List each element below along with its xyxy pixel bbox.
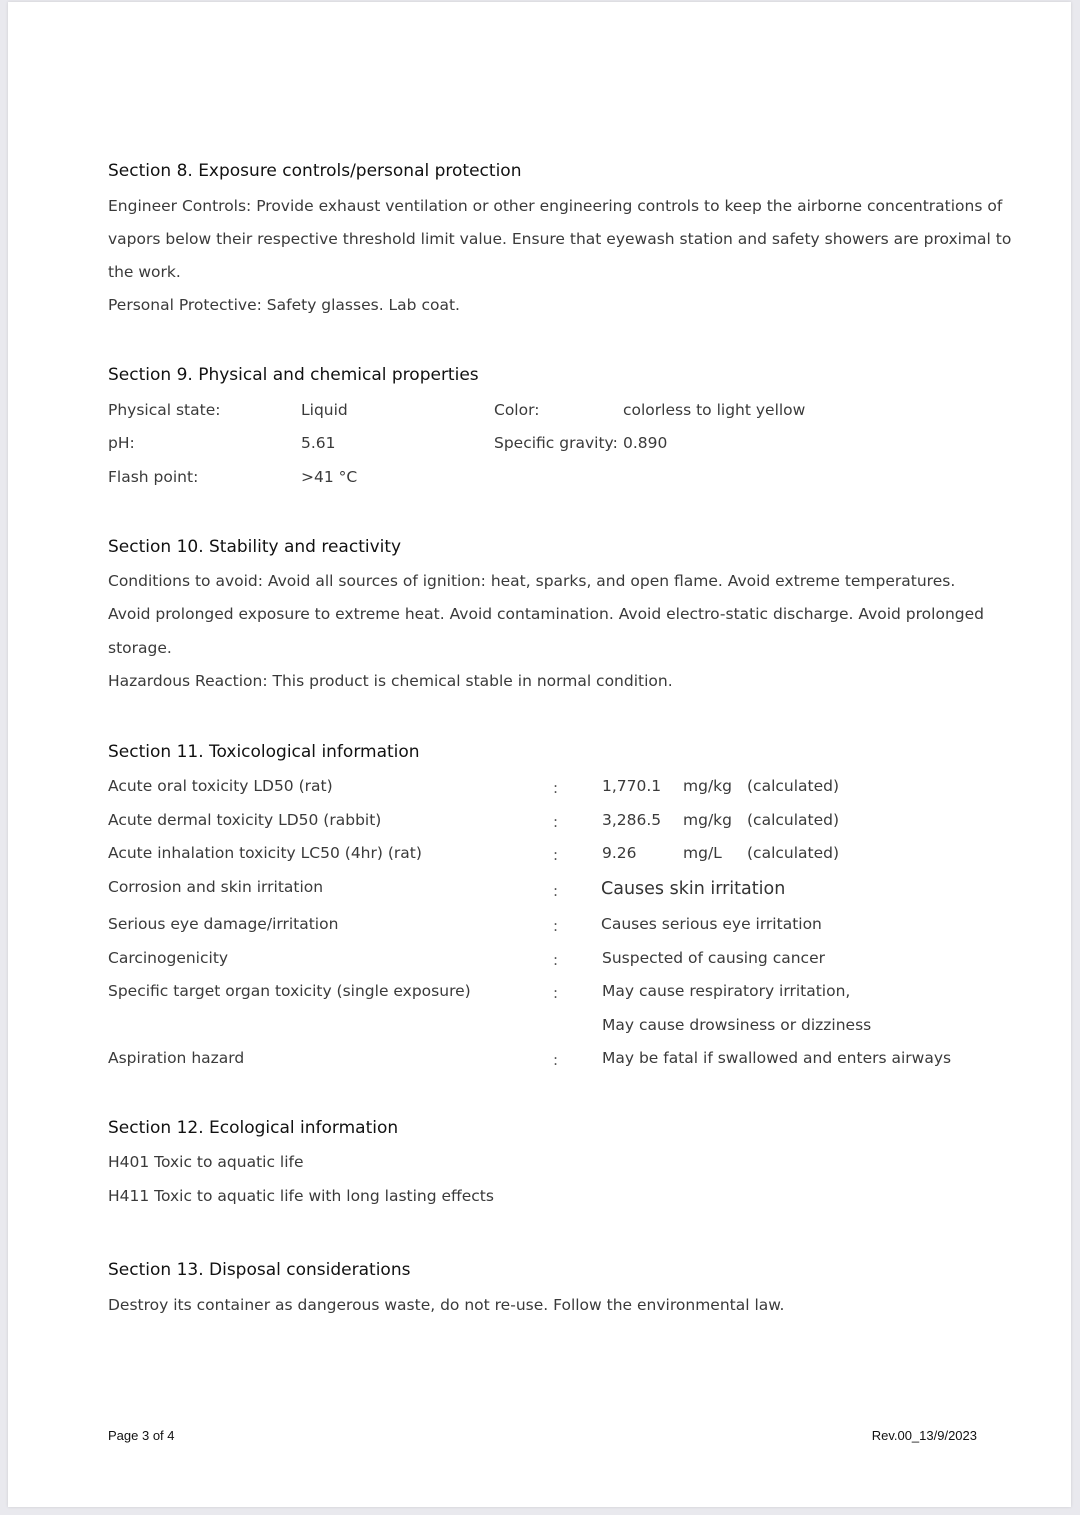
acute-dermal-unit: mg/kg: [683, 811, 732, 829]
acute-inhalation-unit: mg/L: [683, 844, 722, 862]
stot-label: Specific target organ toxicity (single exposure): [108, 982, 471, 1000]
stot-value-line-2: May cause drowsiness or dizziness: [602, 1016, 872, 1034]
carcinogenicity-colon: :: [553, 951, 559, 969]
acute-inhalation-value: 9.26: [602, 844, 637, 862]
color-value: colorless to light yellow: [623, 401, 806, 419]
eye-damage-label: Serious eye damage/irritation: [108, 915, 339, 933]
section-10-hazardous-reaction: Hazardous Reaction: This product is chemical stable in normal condition.: [108, 672, 673, 690]
section-8-engineer-line-3: the work.: [108, 263, 181, 281]
stot-value-line-1: May cause respiratory irritation,: [602, 982, 851, 1000]
acute-oral-unit: mg/kg: [683, 777, 732, 795]
acute-oral-colon: :: [553, 779, 559, 797]
section-10-conditions-line-1: Conditions to avoid: Avoid all sources of ignition: heat, sparks, and open flame. Avoid extreme temperatures.: [108, 572, 956, 590]
revision-date: Rev.00_13/9/2023: [871, 1428, 977, 1443]
eye-damage-colon: :: [553, 917, 559, 935]
specific-gravity-value: 0.890: [623, 434, 668, 452]
section-9-heading: Section 9. Physical and chemical properties: [108, 365, 479, 385]
specific-gravity-label: Specific gravity:: [494, 434, 618, 452]
section-8-engineer-line-2: vapors below their respective threshold limit value. Ensure that eyewash station and safety showers are proximal to: [108, 230, 1012, 248]
acute-oral-note: (calculated): [747, 777, 840, 795]
acute-inhalation-colon: :: [553, 846, 559, 864]
aspiration-colon: :: [553, 1051, 559, 1069]
section-11-heading: Section 11. Toxicological information: [108, 742, 420, 762]
section-8-heading: Section 8. Exposure controls/personal protection: [108, 161, 522, 181]
ph-value: 5.61: [301, 434, 336, 452]
acute-dermal-value: 3,286.5: [602, 811, 662, 829]
eye-damage-value: Causes serious eye irritation: [601, 915, 822, 933]
flash-point-label: Flash point:: [108, 468, 199, 486]
acute-oral-label: Acute oral toxicity LD50 (rat): [108, 777, 333, 795]
ph-label: pH:: [108, 434, 135, 452]
aspiration-label: Aspiration hazard: [108, 1049, 245, 1067]
acute-dermal-label: Acute dermal toxicity LD50 (rabbit): [108, 811, 382, 829]
aspiration-value: May be fatal if swallowed and enters airways: [602, 1049, 952, 1067]
flash-point-value: >41 °C: [301, 468, 358, 486]
section-13-text: Destroy its container as dangerous waste, do not re-use. Follow the environmental law.: [108, 1296, 785, 1314]
corrosion-label: Corrosion and skin irritation: [108, 878, 324, 896]
section-8-engineer-line-1: Engineer Controls: Provide exhaust ventilation or other engineering controls to keep the airborne concentrations of: [108, 197, 1003, 215]
section-10-conditions-line-3: storage.: [108, 639, 172, 657]
h401-statement: H401 Toxic to aquatic life: [108, 1153, 304, 1171]
color-label: Color:: [494, 401, 540, 419]
physical-state-label: Physical state:: [108, 401, 221, 419]
h411-statement: H411 Toxic to aquatic life with long lasting effects: [108, 1187, 494, 1205]
section-10-conditions-line-2: Avoid prolonged exposure to extreme heat. Avoid contamination. Avoid electro-static discharge. Avoid prolonged: [108, 605, 984, 623]
acute-dermal-note: (calculated): [747, 811, 840, 829]
carcinogenicity-value: Suspected of causing cancer: [602, 949, 825, 967]
section-12-heading: Section 12. Ecological information: [108, 1118, 399, 1138]
section-10-heading: Section 10. Stability and reactivity: [108, 537, 402, 557]
acute-inhalation-label: Acute inhalation toxicity LC50 (4hr) (rat): [108, 844, 422, 862]
corrosion-value: Causes skin irritation: [601, 879, 786, 899]
acute-inhalation-note: (calculated): [747, 844, 840, 862]
stot-colon: :: [553, 984, 559, 1002]
acute-oral-value: 1,770.1: [602, 777, 662, 795]
acute-dermal-colon: :: [553, 813, 559, 831]
physical-state-value: Liquid: [301, 401, 348, 419]
corrosion-colon: :: [553, 882, 559, 900]
section-13-heading: Section 13. Disposal considerations: [108, 1260, 411, 1280]
page-number: Page 3 of 4: [108, 1428, 175, 1443]
section-8-personal-protective: Personal Protective: Safety glasses. Lab coat.: [108, 296, 460, 314]
carcinogenicity-label: Carcinogenicity: [108, 949, 229, 967]
